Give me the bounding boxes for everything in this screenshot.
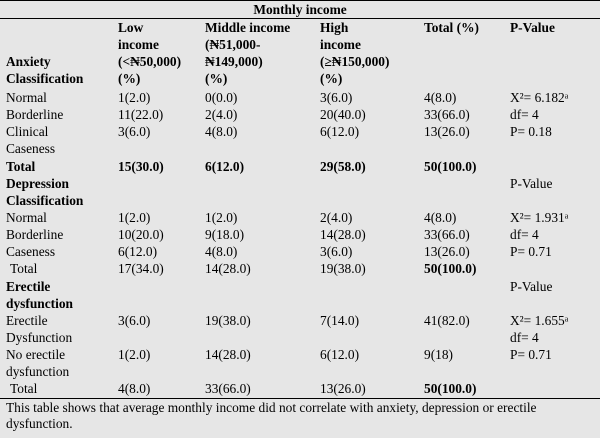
row-label: Normal (6, 90, 47, 105)
header-low-2: income (118, 37, 159, 52)
cell-high: 2(4.0) (320, 210, 353, 225)
row-label: Caseness (6, 244, 56, 259)
cell-total: 33(66.0) (424, 107, 470, 122)
header-mid-4: (%) (205, 71, 228, 86)
cell-low: 6(12.0) (118, 244, 158, 259)
cell-high: 7(14.0) (320, 313, 360, 328)
cell-low: 1(2.0) (118, 347, 151, 362)
cell-total: 9(18) (424, 347, 454, 362)
header-total: Total (%) (424, 20, 479, 35)
chi-square: X²= 1.655ᵃ (510, 313, 569, 328)
table-footnote: This table shows that average monthly income did not correlate with anxiety, depression or erectile dysfunction. (6, 400, 537, 431)
cell-high: 29(58.0) (320, 159, 366, 174)
degrees-of-freedom: df= 4 (510, 330, 539, 345)
cell-mid: 1(2.0) (205, 210, 238, 225)
cell-total: 4(8.0) (424, 90, 457, 105)
header-mid-3: ₦149,000) (205, 54, 263, 69)
p-value: P= 0.18 (510, 124, 552, 139)
erectile-heading-1: Erectile (6, 279, 51, 294)
degrees-of-freedom: df= 4 (510, 227, 539, 242)
cell-mid: 14(28.0) (205, 261, 251, 276)
cell-high: 3(6.0) (320, 244, 353, 259)
cell-low: 3(6.0) (118, 124, 151, 139)
cell-total: 50(100.0) (424, 159, 477, 174)
row-label: Borderline (6, 227, 64, 242)
cell-total: 50(100.0) (424, 261, 477, 276)
row-label: Total (6, 159, 36, 174)
cell-total: 13(26.0) (424, 244, 470, 259)
row-label: Erectile (6, 313, 48, 328)
anxiety-heading-1: Anxiety (6, 54, 51, 69)
cell-low: 15(30.0) (118, 159, 164, 174)
cell-total: 50(100.0) (424, 381, 477, 396)
header-mid-1: Middle income (205, 20, 291, 35)
cell-high: 14(28.0) (320, 227, 366, 242)
erectile-pvalue-label: P-Value (510, 279, 553, 294)
cell-high: 13(26.0) (320, 381, 366, 396)
cell-low: 3(6.0) (118, 313, 151, 328)
row-label-cont: dysfunction (6, 364, 70, 379)
chi-square: X²= 1.931ᵃ (510, 210, 569, 225)
table-title: Monthly income (0, 0, 600, 19)
header-mid-2: (₦51,000- (205, 37, 261, 52)
cell-mid: 2(4.0) (205, 107, 238, 122)
bottom-rule (0, 398, 600, 399)
header-low-4: (%) (118, 71, 141, 86)
cell-total: 13(26.0) (424, 124, 470, 139)
depression-pvalue-label: P-Value (510, 176, 553, 191)
depression-heading-2: Classification (6, 193, 84, 208)
header-low-3: (<₦50,000) (118, 54, 182, 69)
row-label: Borderline (6, 107, 64, 122)
cell-total: 4(8.0) (424, 210, 457, 225)
cell-mid: 4(8.0) (205, 124, 238, 139)
cell-low: 1(2.0) (118, 90, 151, 105)
row-label: Total (10, 381, 38, 396)
row-label-cont: Caseness (6, 141, 56, 156)
header-high-4: (%) (320, 71, 343, 86)
cell-high: 6(12.0) (320, 124, 360, 139)
row-label: Clinical (6, 124, 49, 139)
cell-low: 17(34.0) (118, 261, 164, 276)
cell-total: 41(82.0) (424, 313, 470, 328)
header-low-1: Low (118, 20, 144, 35)
header-pvalue: P-Value (510, 20, 555, 35)
erectile-heading-2: dysfunction (6, 296, 73, 311)
row-label: Normal (6, 210, 47, 225)
cell-mid: 33(66.0) (205, 381, 251, 396)
row-label: Total (10, 261, 38, 276)
anxiety-heading-2: Classification (6, 71, 84, 86)
cell-mid: 0(0.0) (205, 90, 238, 105)
p-value: P= 0.71 (510, 244, 552, 259)
cell-mid: 6(12.0) (205, 159, 245, 174)
cell-mid: 9(18.0) (205, 227, 245, 242)
chi-square: X²= 6.182ᵃ (510, 90, 569, 105)
cell-total: 33(66.0) (424, 227, 470, 242)
header-high-2: income (320, 37, 361, 52)
header-high-1: High (320, 20, 349, 35)
cell-high: 3(6.0) (320, 90, 353, 105)
p-value: P= 0.71 (510, 347, 552, 362)
cell-low: 1(2.0) (118, 210, 151, 225)
degrees-of-freedom: df= 4 (510, 107, 539, 122)
cell-low: 4(8.0) (118, 381, 151, 396)
row-label: No erectile (6, 347, 66, 362)
cell-high: 20(40.0) (320, 107, 366, 122)
cell-mid: 19(38.0) (205, 313, 251, 328)
cell-mid: 14(28.0) (205, 347, 251, 362)
header-high-3: (≥₦150,000) (320, 54, 390, 69)
depression-heading-1: Depression (6, 176, 69, 191)
cell-high: 6(12.0) (320, 347, 360, 362)
cell-low: 11(22.0) (118, 107, 164, 122)
cell-mid: 4(8.0) (205, 244, 238, 259)
cell-high: 19(38.0) (320, 261, 366, 276)
cell-low: 10(20.0) (118, 227, 164, 242)
row-label-cont: Dysfunction (6, 330, 73, 345)
